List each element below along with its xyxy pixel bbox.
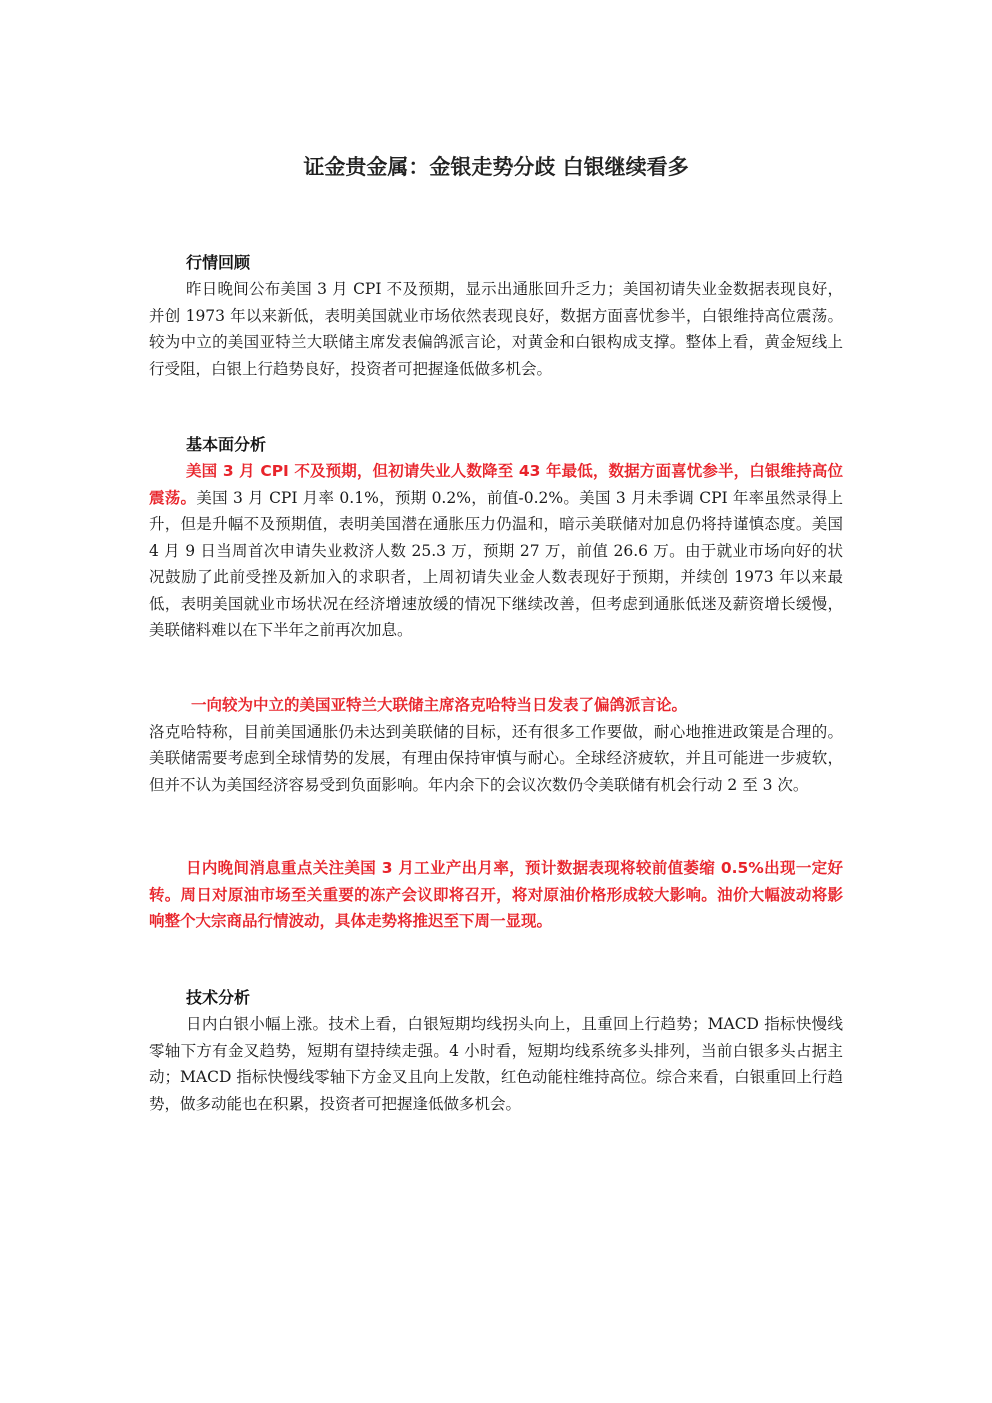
fundamental-analysis-body: 美国 3 月 CPI 月率 0.1%，预期 0.2%，前值-0.2%。美国 3 月未季调 CPI 年率虽然录得上升，但是升幅不及预期值，表明美国潜在通胀压力仍温和，暗示美联储对加息仍将持谨慎态度。美国 4 月 9 日当周首次申请失业救济人数 25.3 万，预期 27 万，前值 26.6 万。由于就业市场向好的状况鼓励了此前受挫及新加入的求职者，上周初请失业金人数表现好于预期，并续创 1973 年以来最低，表明美国就业市场状况在经济增速放缓的情况下继续改善，但考虑到通胀低迷及薪资增长缓慢，美联储料难以在下半年之前再次加息。	[149, 488, 843, 639]
outlook-section	[149, 855, 843, 935]
technical-analysis-section	[149, 985, 843, 1117]
page-title: 证金贵金属：金银走势分歧 白银继续看多	[303, 155, 689, 179]
fed-comment-paragraph	[149, 692, 843, 798]
fed-comment-section	[149, 692, 843, 798]
fed-comment-highlight: 一向较为中立的美国亚特兰大联储主席洛克哈特当日发表了偏鸽派言论。	[191, 696, 688, 714]
technical-analysis-body: 日内白银小幅上涨。技术上看，白银短期均线拐头向上，且重回上行趋势；MACD 指标快慢线零轴下方有金叉趋势，短期有望持续走强。4 小时看，短期均线系统多头排列，当前白银多头占据主动；MACD 指标快慢线零轴下方金叉且向上发散，红色动能柱维持高位。综合来看，白银重回上行趋势，做多动能也在积累，投资者可把握逢低做多机会。	[149, 1015, 843, 1113]
fundamental-analysis-section	[149, 432, 843, 644]
fundamental-analysis-heading: 基本面分析	[186, 435, 267, 454]
market-review-section	[149, 250, 843, 382]
fed-comment-body: 洛克哈特称，目前美国通胀仍未达到美联储的目标，还有很多工作要做，耐心地推进政策是合理的。美联储需要考虑到全球情势的发展，有理由保持审慎与耐心。全球经济疲软，并且可能进一步疲软，但并不认为美国经济容易受到负面影响。年内余下的会议次数仍令美联储有机会行动 2 至 3 次。	[149, 722, 843, 794]
technical-analysis-heading: 技术分析	[186, 988, 251, 1007]
market-review-heading: 行情回顾	[186, 253, 251, 272]
market-review-body: 昨日晚间公布美国 3 月 CPI 不及预期，显示出通胀回升乏力；美国初请失业金数据表现良好，并创 1973 年以来新低，表明美国就业市场依然表现良好，数据方面喜忧参半，白银维持高位震荡。较为中立的美国亚特兰大联储主席发表偏鸽派言论，对黄金和白银构成支撑。整体上看，黄金短线上行受阻，白银上行趋势良好，投资者可把握逢低做多机会。	[149, 280, 843, 378]
fundamental-highlight: 美国 3 月 CPI 不及预期，但初请失业人数降至 43 年最低，数据方面喜忧参半，白银维持高位震荡。	[149, 462, 843, 507]
fundamental-analysis-paragraph	[149, 458, 843, 644]
outlook-highlight: 日内晚间消息重点关注美国 3 月工业产出月率，预计数据表现将较前值萎缩 0.5%出现一定好转。周日对原油市场至关重要的冻产会议即将召开，将对原油价格形成较大影响。油价大幅波动将影响整个大宗商品行情波动，具体走势将推迟至下周一显现。	[149, 859, 843, 930]
